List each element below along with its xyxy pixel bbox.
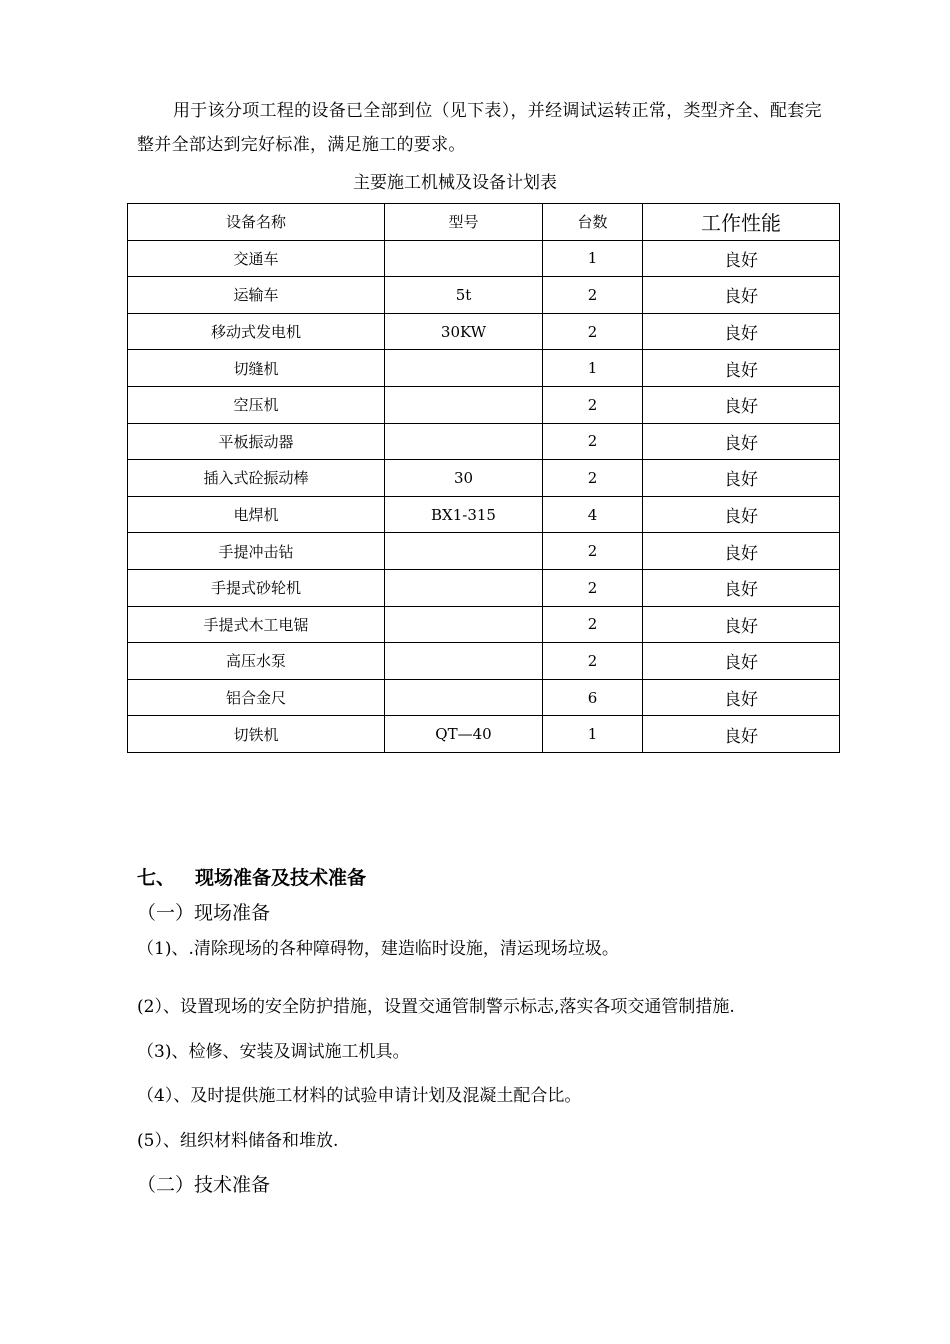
table-row: [128, 460, 840, 497]
quantity-cell: 2: [543, 606, 643, 643]
table-body: [128, 240, 840, 752]
performance-cell: 良好: [643, 533, 840, 570]
quantity-cell: 2: [543, 533, 643, 570]
performance-cell: 良好: [643, 460, 840, 497]
site-prep-item-2: (2）、设置现场的安全防护措施，设置交通管制警示标志,落实各项交通管制措施.: [137, 997, 735, 1017]
model-cell: [385, 386, 543, 423]
table-header-row: [128, 204, 840, 241]
quantity-cell: 6: [543, 679, 643, 716]
model-cell: BX1-315: [385, 496, 543, 533]
model-cell: [385, 569, 543, 606]
performance-cell: 良好: [643, 277, 840, 314]
equipment-name-cell: 手提冲击钻: [128, 533, 385, 570]
table-row: [128, 350, 840, 387]
quantity-cell: 2: [543, 313, 643, 350]
performance-cell: 良好: [643, 386, 840, 423]
table-row: [128, 496, 840, 533]
model-cell: 30: [385, 460, 543, 497]
intro-paragraph: [137, 94, 862, 162]
tech-prep-heading: （二）技术准备: [137, 1174, 271, 1196]
table-row: [128, 606, 840, 643]
quantity-cell: 2: [543, 423, 643, 460]
site-prep-heading: （一）现场准备: [137, 902, 271, 924]
equipment-name-cell: 铝合金尺: [128, 679, 385, 716]
performance-cell: 良好: [643, 679, 840, 716]
equipment-table: [127, 203, 840, 753]
model-cell: [385, 533, 543, 570]
table-row: [128, 240, 840, 277]
quantity-cell: 2: [543, 277, 643, 314]
model-cell: [385, 350, 543, 387]
performance-cell: 良好: [643, 643, 840, 680]
section-7-heading: [137, 864, 366, 892]
site-prep-item-4: （4）、及时提供施工材料的试验申请计划及混凝土配合比。: [137, 1086, 582, 1106]
header-performance: 工作性能: [643, 204, 840, 241]
equipment-name-cell: 手提式木工电锯: [128, 606, 385, 643]
table-row: [128, 643, 840, 680]
equipment-name-cell: 高压水泵: [128, 643, 385, 680]
equipment-name-cell: 移动式发电机: [128, 313, 385, 350]
equipment-name-cell: 手提式砂轮机: [128, 569, 385, 606]
quantity-cell: 2: [543, 386, 643, 423]
performance-cell: 良好: [643, 496, 840, 533]
equipment-name-cell: 交通车: [128, 240, 385, 277]
quantity-cell: 1: [543, 716, 643, 753]
quantity-cell: 1: [543, 350, 643, 387]
table-row: [128, 386, 840, 423]
model-cell: 5t: [385, 277, 543, 314]
equipment-name-cell: 运输车: [128, 277, 385, 314]
table-row: [128, 716, 840, 753]
equipment-name-cell: 切铁机: [128, 716, 385, 753]
intro-line-1: 用于该分项工程的设备已全部到位（见下表），并经调试运转正常，类型齐全、配套完: [173, 101, 822, 121]
equipment-name-cell: 平板振动器: [128, 423, 385, 460]
performance-cell: 良好: [643, 240, 840, 277]
performance-cell: 良好: [643, 313, 840, 350]
site-prep-item-1: （1)、.清除现场的各种障碍物，建造临时设施，清运现场垃圾。: [137, 939, 619, 959]
equipment-name-cell: 空压机: [128, 386, 385, 423]
quantity-cell: 4: [543, 496, 643, 533]
table-title: 主要施工机械及设备计划表: [353, 173, 557, 193]
section-7-number: 七、: [137, 867, 176, 889]
model-cell: 30KW: [385, 313, 543, 350]
header-equipment-name: 设备名称: [128, 204, 385, 241]
equipment-name-cell: 切缝机: [128, 350, 385, 387]
model-cell: [385, 423, 543, 460]
model-cell: QT—40: [385, 716, 543, 753]
model-cell: [385, 606, 543, 643]
model-cell: [385, 679, 543, 716]
performance-cell: 良好: [643, 606, 840, 643]
table-row: [128, 277, 840, 314]
model-cell: [385, 240, 543, 277]
header-model: 型号: [385, 204, 543, 241]
performance-cell: 良好: [643, 423, 840, 460]
performance-cell: 良好: [643, 350, 840, 387]
quantity-cell: 2: [543, 643, 643, 680]
table-row: [128, 313, 840, 350]
header-quantity: 台数: [543, 204, 643, 241]
table-row: [128, 569, 840, 606]
model-cell: [385, 643, 543, 680]
equipment-name-cell: 插入式砼振动棒: [128, 460, 385, 497]
section-7-title: 现场准备及技术准备: [195, 867, 367, 889]
site-prep-item-5: (5）、组织材料储备和堆放.: [137, 1131, 339, 1151]
table-row: [128, 679, 840, 716]
intro-line-2: 整并全部达到完好标准，满足施工的要求。: [137, 135, 466, 155]
site-prep-item-3: （3)、检修、安装及调试施工机具。: [137, 1042, 410, 1062]
performance-cell: 良好: [643, 716, 840, 753]
table-row: [128, 533, 840, 570]
quantity-cell: 2: [543, 460, 643, 497]
performance-cell: 良好: [643, 569, 840, 606]
quantity-cell: 1: [543, 240, 643, 277]
table-row: [128, 423, 840, 460]
quantity-cell: 2: [543, 569, 643, 606]
equipment-name-cell: 电焊机: [128, 496, 385, 533]
